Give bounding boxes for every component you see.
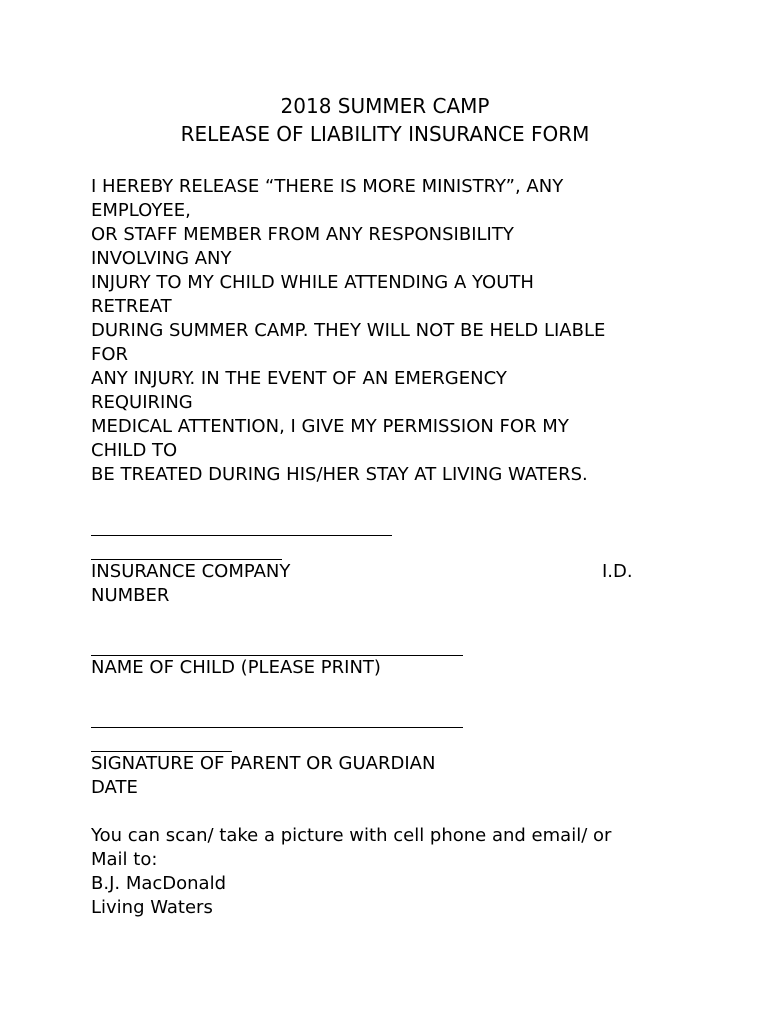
release-line: I HEREBY RELEASE “THERE IS MORE MINISTRY”, ANY [91,176,564,197]
release-line: OR STAFF MEMBER FROM ANY RESPONSIBILITY [91,224,514,245]
release-line: REQUIRING [91,392,193,413]
child-name-label: NAME OF CHILD (PLEASE PRINT) [91,657,381,678]
number-label: NUMBER [91,585,170,606]
form-title-year: 2018 SUMMER CAMP [280,94,490,118]
release-line: EMPLOYEE, [91,200,191,221]
insurance-company-label: INSURANCE COMPANY [91,561,291,582]
date-label: DATE [91,777,138,798]
release-line: INVOLVING ANY [91,248,232,269]
release-line: DURING SUMMER CAMP. THEY WILL NOT BE HELD LIABLE [91,320,606,341]
release-line: MEDICAL ATTENTION, I GIVE MY PERMISSION FOR MY [91,416,569,437]
instructions-text: You can scan/ take a picture with cell phone and email/ or [91,825,612,846]
recipient-name: B.J. MacDonald [91,873,227,894]
signature-blank[interactable] [91,727,463,728]
recipient-place: Living Waters [91,897,213,918]
release-line: INJURY TO MY CHILD WHILE ATTENDING A YOUTH [91,272,534,293]
signature-label: SIGNATURE OF PARENT OR GUARDIAN [91,753,436,774]
release-line: CHILD TO [91,440,178,461]
mail-to-text: Mail to: [91,849,158,870]
release-line: BE TREATED DURING HIS/HER STAY AT LIVING WATERS. [91,464,588,485]
form-title: RELEASE OF LIABILITY INSURANCE FORM [180,122,590,146]
release-line: RETREAT [91,296,172,317]
release-line: ANY INJURY. IN THE EVENT OF AN EMERGENCY [91,368,507,389]
release-line: FOR [91,344,129,365]
id-label: I.D. [602,561,633,582]
insurance-company-blank[interactable] [91,535,392,536]
